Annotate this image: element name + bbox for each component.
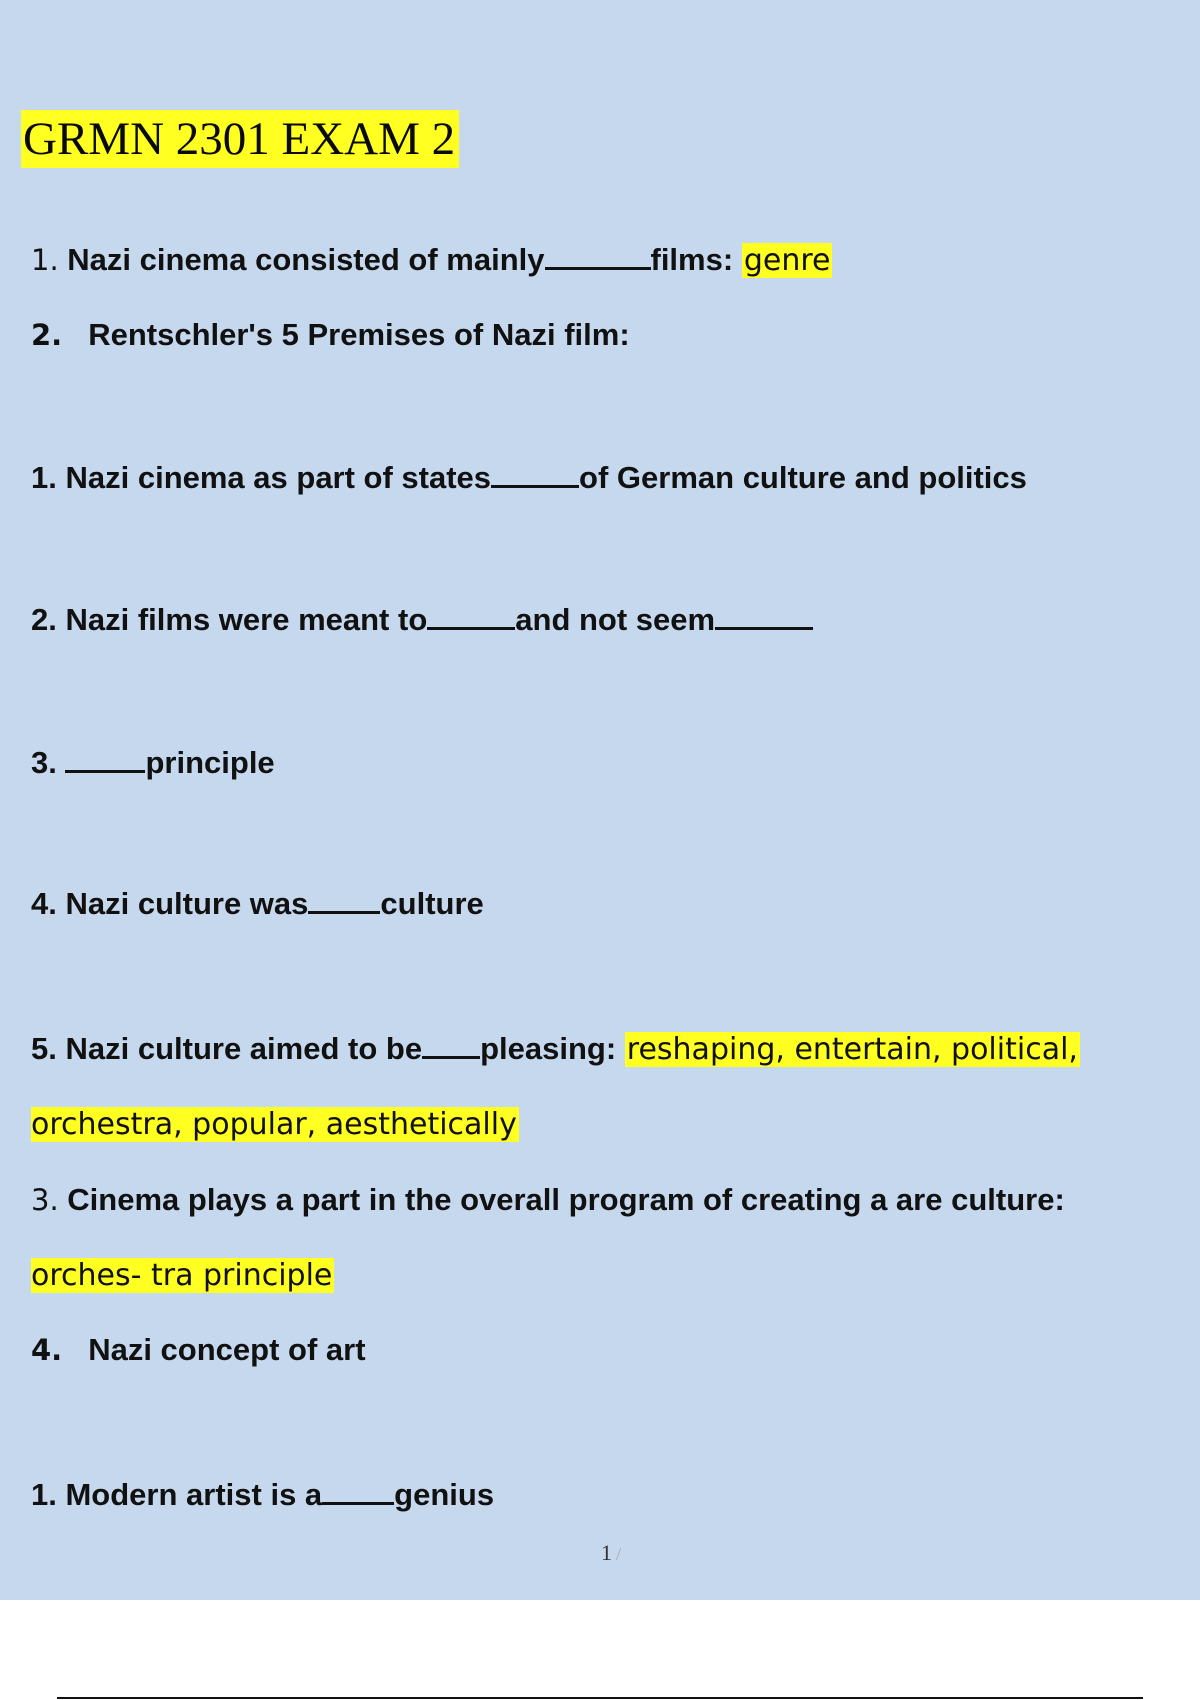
blank-line	[65, 744, 145, 773]
question-1	[31, 240, 832, 281]
premise-number: 2.	[31, 602, 57, 637]
premise-number: 3.	[31, 745, 57, 780]
premise-text: Nazi culture was	[65, 886, 309, 921]
premise-text-after: pleasing:	[480, 1031, 617, 1066]
premise-text-after: principle	[145, 745, 275, 780]
page-number	[601, 1540, 621, 1566]
question-4	[31, 1330, 366, 1370]
premise-5-answer-continued	[31, 1104, 519, 1145]
premise-number: 4.	[31, 886, 57, 921]
premise-text: Nazi cinema as part of states	[65, 460, 492, 495]
premise-1	[31, 458, 1027, 498]
premise-text-middle: and not seem	[515, 602, 716, 637]
blank-line	[715, 601, 813, 630]
page-number-value: 1	[601, 1540, 612, 1565]
question-2	[31, 315, 630, 355]
premise-4	[31, 884, 484, 924]
blank-line	[308, 885, 380, 914]
item-number: 1.	[31, 1477, 57, 1512]
question-text: Cinema plays a part in the overall program of creating a are culture:	[67, 1182, 1065, 1217]
question-number: 2.	[31, 318, 63, 352]
item-text: Modern artist is a	[65, 1477, 323, 1512]
premise-text-after: culture	[380, 886, 484, 921]
premise-text: Nazi culture aimed to be	[65, 1031, 423, 1066]
blank-line	[427, 601, 515, 630]
blank-line	[422, 1030, 480, 1059]
footer-divider	[57, 1697, 1143, 1699]
concept-item-1	[31, 1475, 494, 1515]
question-number: 3.	[31, 1183, 59, 1217]
question-text-after: films:	[650, 242, 734, 277]
highlighted-answer: orchestra, popular, aesthetically	[31, 1107, 517, 1142]
premise-text: Nazi films were meant to	[65, 602, 428, 637]
question-3	[31, 1180, 1065, 1220]
blank-line	[491, 459, 579, 488]
question-number: 1.	[31, 243, 59, 277]
highlighted-answer: orches- tra principle	[31, 1258, 333, 1293]
highlighted-answer: reshaping, entertain, political,	[626, 1032, 1078, 1067]
premise-3	[31, 743, 275, 783]
premise-text-after: of German culture and politics	[579, 460, 1027, 495]
item-text-after: genius	[394, 1477, 495, 1512]
question-text: Rentschler's 5 Premises of Nazi film:	[88, 317, 630, 352]
question-number: 4.	[31, 1333, 63, 1367]
question-text: Nazi cinema consisted of mainly	[67, 242, 545, 277]
blank-line	[545, 241, 651, 270]
premise-5	[31, 1029, 1080, 1070]
premise-number: 1.	[31, 460, 57, 495]
blank-line	[322, 1476, 394, 1505]
question-text: Nazi concept of art	[88, 1332, 366, 1367]
premise-number: 5.	[31, 1031, 57, 1066]
premise-2	[31, 600, 813, 640]
page-number-separator: /	[616, 1544, 622, 1564]
question-3-answer	[31, 1255, 334, 1296]
highlighted-answer: genre	[743, 243, 831, 278]
page-title: GRMN 2301 EXAM 2	[21, 110, 459, 168]
